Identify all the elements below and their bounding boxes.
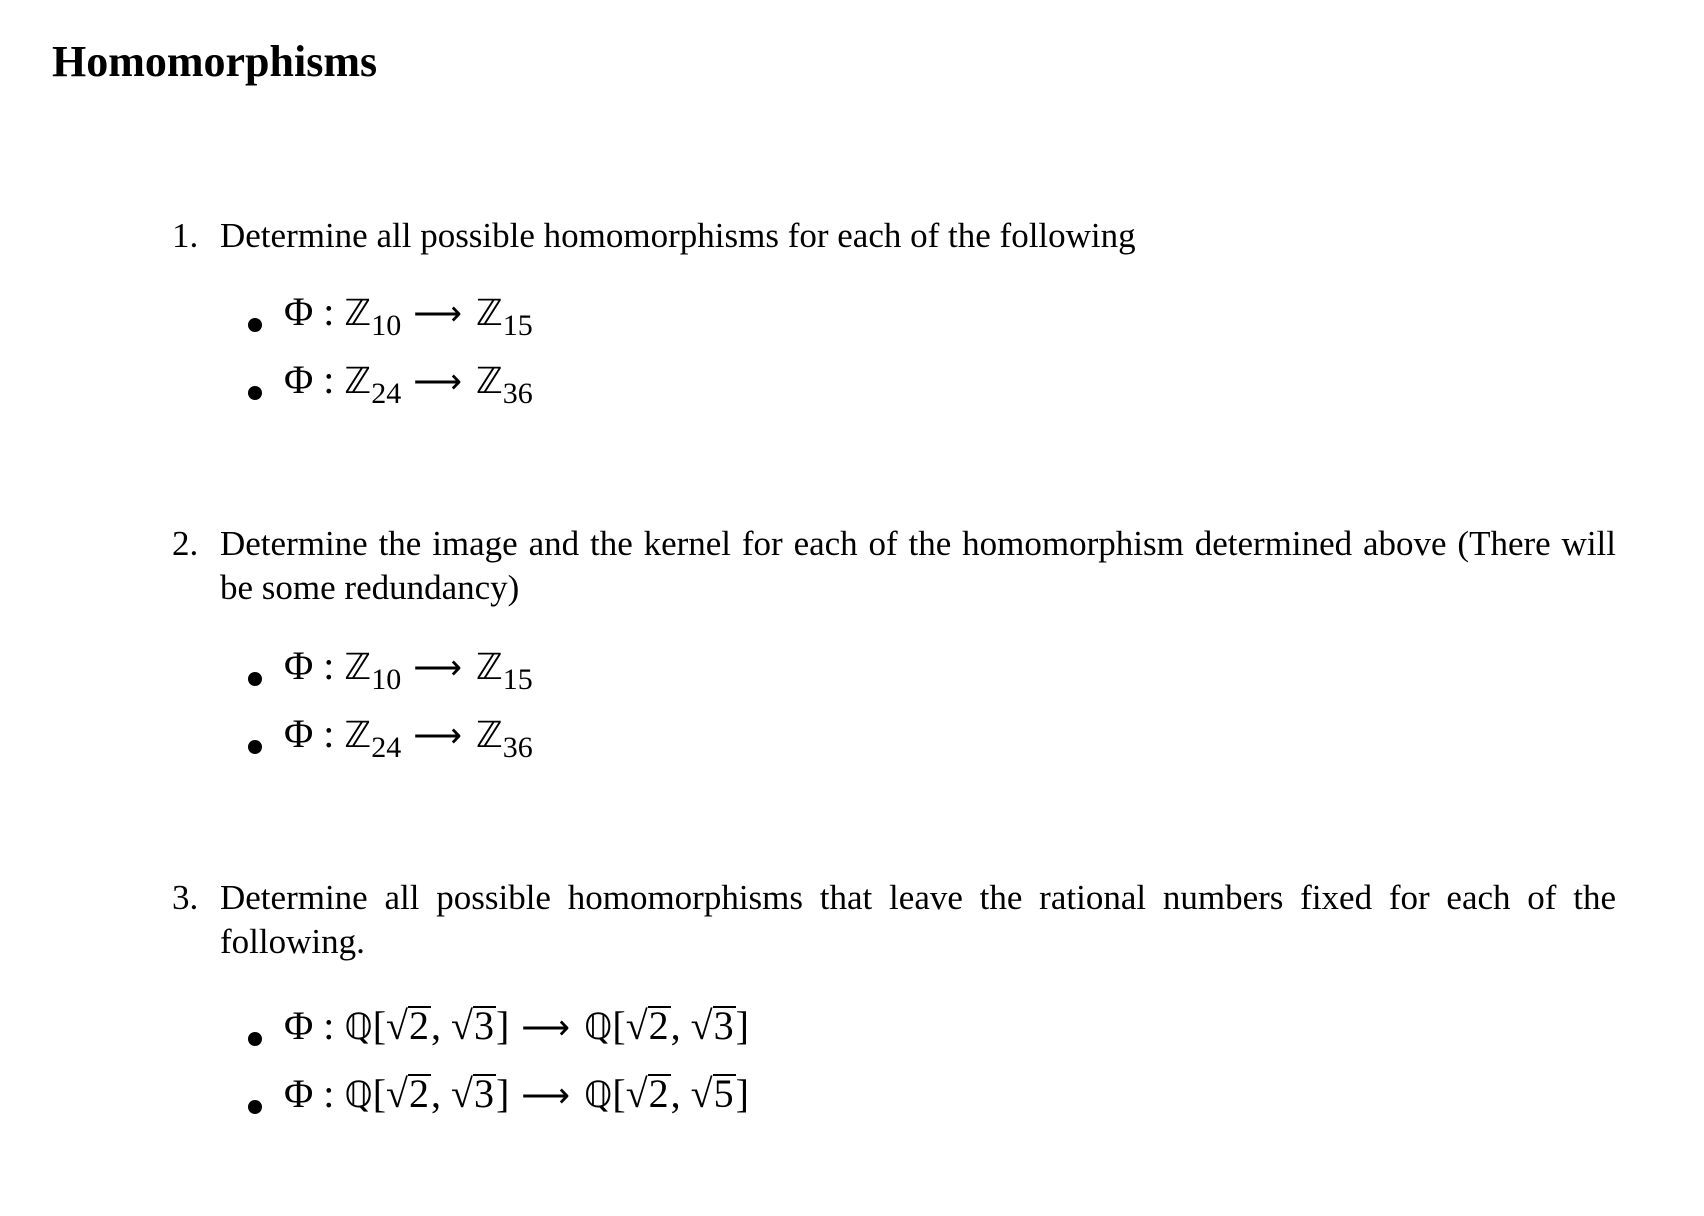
question-text: Determine all possible homomorphisms for each of the following [220,216,1136,255]
sqrt-icon: √5 [690,1071,734,1116]
arrow-icon: ⟶ [521,1078,571,1115]
sqrt-icon: √3 [690,1003,734,1048]
bullet-icon [248,740,262,754]
map-formula: Φ : ℚ[√2, √3] ⟶ ℚ[√2, √3] [284,1003,749,1048]
arrow-icon: ⟶ [413,650,462,687]
sqrt-icon: √3 [451,1003,494,1048]
bullet-icon [248,1100,262,1114]
question-number: 3. [172,878,199,917]
arrow-icon: ⟶ [413,364,462,401]
arrow-icon: ⟶ [413,296,462,333]
page-title: Homomorphisms [52,37,378,86]
sqrt-icon: √2 [625,1071,669,1116]
question-text: Determine the image and the kernel for each of the homomorphism determined above (There will be some redundancy) [220,524,1616,607]
map-formula: Φ : ℤ$_{24}$ ⟶ ℤ$_{36}$ [284,711,533,764]
sqrt-icon: √2 [386,1003,429,1048]
map-formula: Φ : ℤ$_{24}$ ⟶ ℤ$_{36}$ [284,357,533,410]
sqrt-icon: √2 [386,1071,429,1116]
question-number: 1. [172,216,199,255]
arrow-icon: ⟶ [413,718,462,755]
map-formula: Φ : ℚ[√2, √3] ⟶ ℚ[√2, √5] [284,1071,749,1116]
question-number: 2. [172,524,199,563]
question-text: Determine all possible homomorphisms that leave the rational numbers fixed for each of the following. [220,878,1616,961]
sqrt-icon: √3 [451,1071,494,1116]
map-formula: Φ : ℤ$_{10}$ ⟶ ℤ$_{15}$ [284,289,533,342]
arrow-icon: ⟶ [521,1010,571,1047]
bullet-icon [248,672,262,686]
map-formula: Φ : ℤ$_{10}$ ⟶ ℤ$_{15}$ [284,643,533,696]
bullet-icon [248,318,262,332]
bullet-icon [248,386,262,400]
bullet-icon [248,1032,262,1046]
sqrt-icon: √2 [625,1003,669,1048]
